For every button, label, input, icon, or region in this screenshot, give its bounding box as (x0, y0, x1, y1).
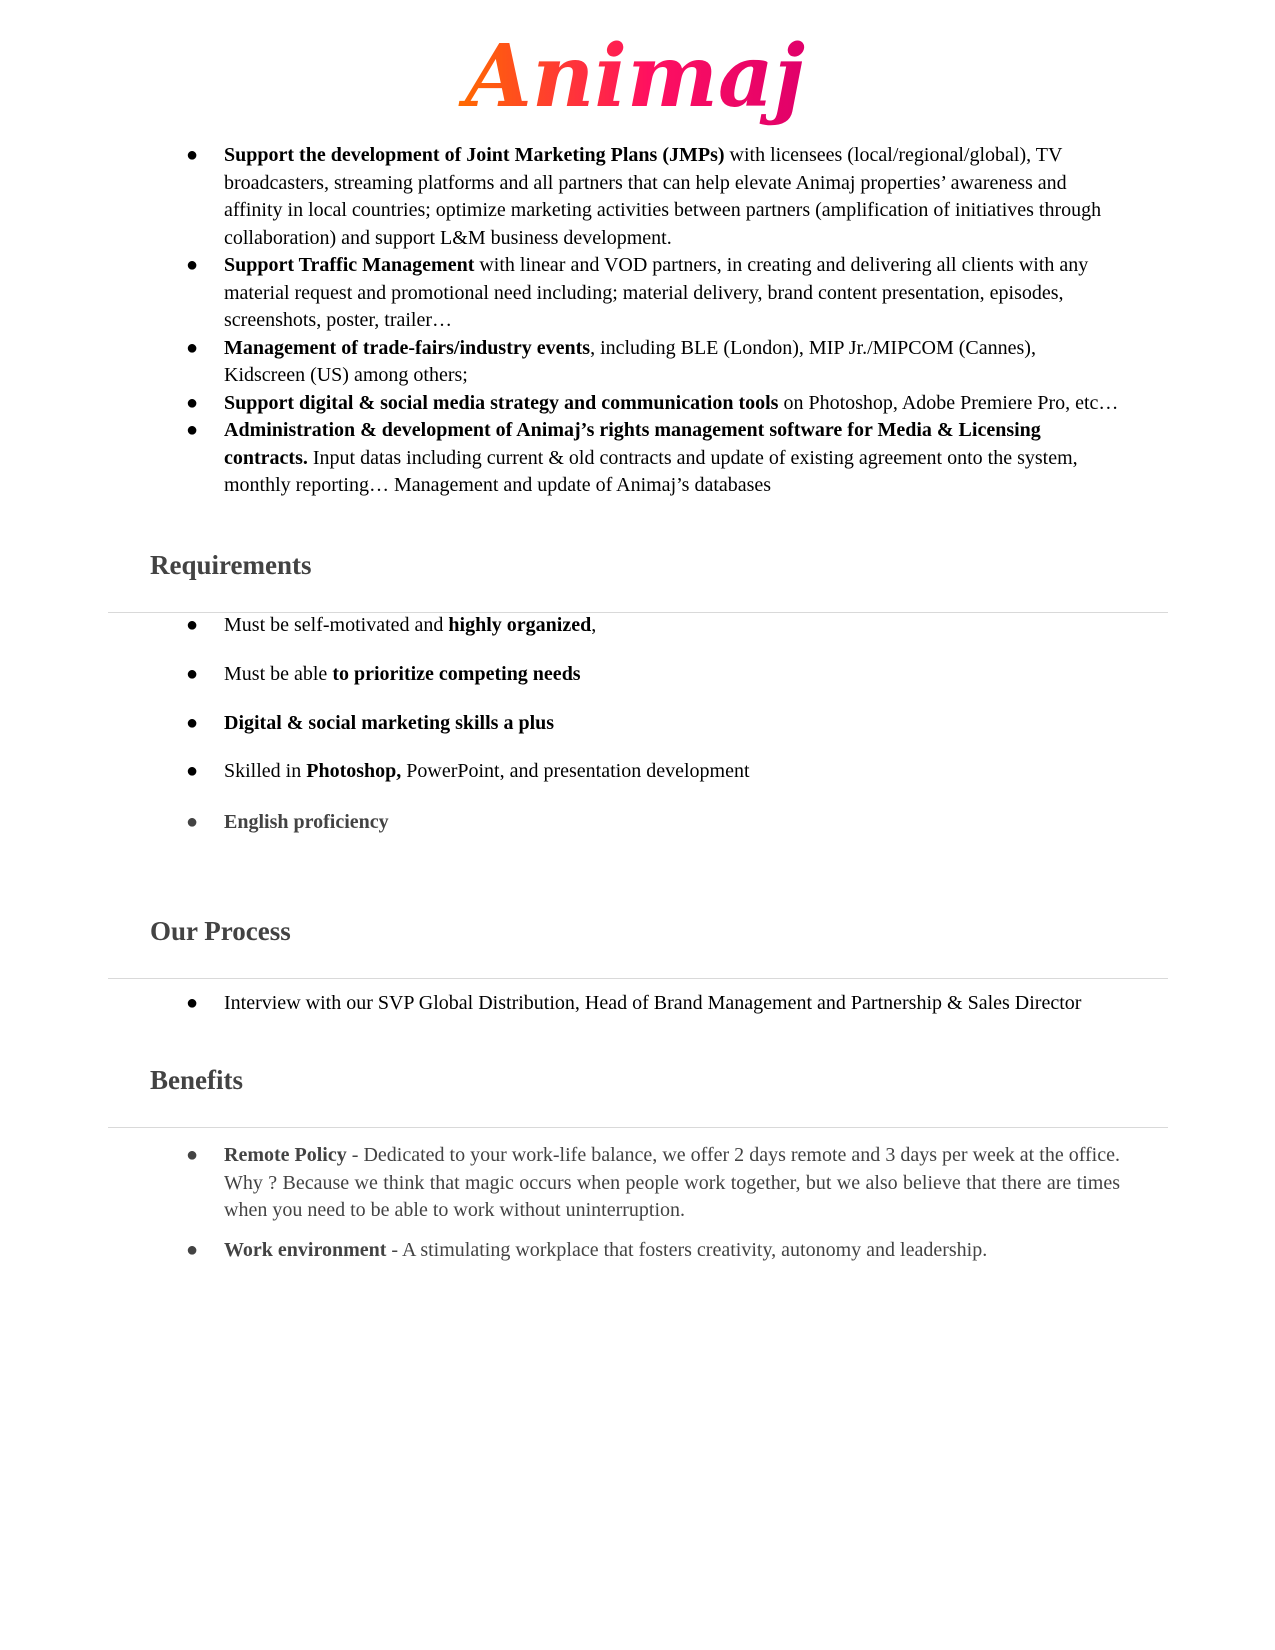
responsibilities-list (0, 142, 1275, 500)
bullet-icon: ● (186, 760, 199, 782)
bullet-icon: ● (186, 254, 199, 276)
bullet-icon: ● (186, 712, 199, 734)
list-item: ● Must be able to prioritize competing needs (0, 661, 1275, 689)
requirements-heading: Requirements (150, 550, 312, 580)
list-item: ● Support digital & social media strategy and communication tools on Photoshop, Adobe Premiere Pro, etc… (0, 390, 1275, 418)
list-item: ● English proficiency (0, 809, 1275, 837)
list-item: ● Support Traffic Management with linear and VOD partners, in creating and delivering all clients with any material request and promotional need including; material delivery, brand content presentation, episodes, screenshots, poster, trailer… (186, 254, 1089, 331)
list-item: ● Digital & social marketing skills a plus (0, 710, 1275, 738)
bullet-icon: ● (186, 811, 199, 833)
bullet-icon: ● (186, 1239, 199, 1261)
bullet-icon: ● (186, 144, 199, 166)
process-heading: Our Process (150, 916, 291, 946)
list-item: ● Interview with our SVP Global Distribution, Head of Brand Management and Partnership & Sales Director (0, 990, 1275, 1018)
process-list (0, 990, 1275, 1018)
list-item: ● Must be self-motivated and highly organized, (0, 612, 1275, 640)
list-item: ● Remote Policy - Dedicated to your work-life balance, we offer 2 days remote and 3 days per week at the office. Why ? Because we think that magic occurs when people work together, but we also believe that there are times when you need to be able to work without uninterruption. (186, 1144, 1120, 1221)
logo-text: Animaj (465, 28, 805, 127)
benefits-heading: Benefits (150, 1065, 243, 1095)
bullet-icon: ● (186, 1144, 199, 1166)
list-item: ● Support the development of Joint Marketing Plans (JMPs) with licensees (local/regional/global), TV broadcasters, streaming platforms and all partners that can help elevate Animaj properties’ awareness and affinity in local countries; optimize marketing activities between partners (amplification of initiatives through collaboration) and support L&M business development. (186, 144, 1102, 249)
bullet-icon: ● (186, 992, 199, 1014)
list-item: ● Administration & development of Animaj’s rights management software for Media & Licensing contracts. Input datas including current & old contracts and update of existing agreement onto the system, monthly reporting… Management and update of Animaj’s databases (186, 419, 1078, 496)
list-item: ● Skilled in Photoshop, PowerPoint, and presentation development (0, 758, 1275, 786)
bullet-icon: ● (186, 614, 199, 636)
bullet-icon: ● (186, 391, 199, 414)
animaj-logo (455, 28, 815, 138)
bullet-icon: ● (186, 663, 199, 685)
divider (108, 978, 1168, 979)
divider (108, 1127, 1168, 1128)
list-item: ● Management of trade-fairs/industry events, including BLE (London), MIP Jr./MIPCOM (Cannes), Kidscreen (US) among others; (186, 336, 1036, 386)
bullet-icon: ● (186, 419, 199, 441)
list-item: ● Work environment - A stimulating workplace that fosters creativity, autonomy and leadership. (0, 1237, 1275, 1265)
bullet-icon: ● (186, 336, 199, 359)
